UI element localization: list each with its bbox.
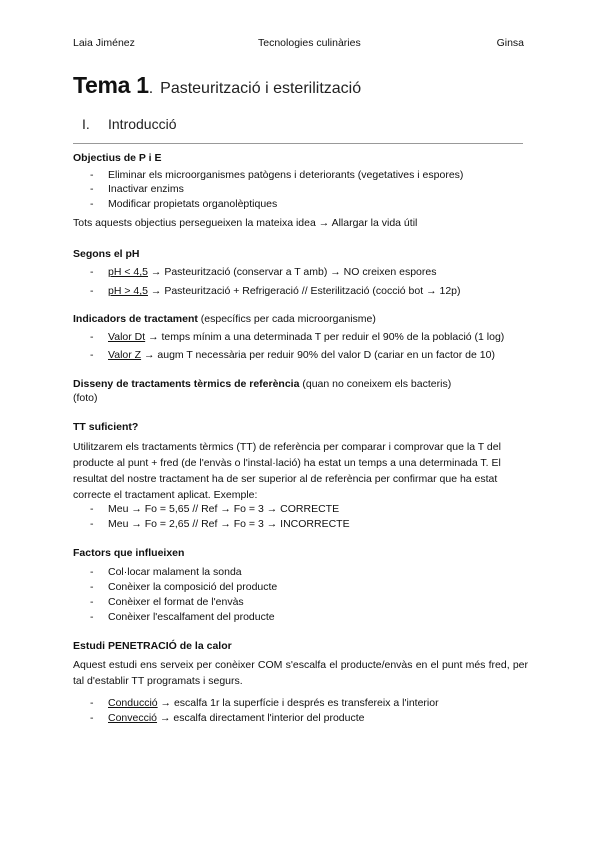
header-author: Laia Jiménez xyxy=(73,37,135,49)
ph-term: pH < 4,5 xyxy=(108,266,148,278)
dash: - xyxy=(90,169,94,181)
dash: - xyxy=(90,183,94,195)
dash: - xyxy=(90,349,94,361)
objectius-item: - Eliminar els microorganismes patògens i deteriorants (vegetatives i espores) xyxy=(90,169,464,181)
page-title xyxy=(73,72,361,99)
indicadors-item: - Valor Z → augm T necessària per reduir 90% del valor D (cariar en un factor de 10) xyxy=(90,349,495,361)
dash: - xyxy=(90,266,94,278)
dash: - xyxy=(90,285,94,297)
dash: - xyxy=(90,697,94,709)
tt-item: - Meu → Fo = 5,65 // Ref → Fo = 3 → CORRECTE xyxy=(90,503,340,515)
title-main: Tema 1 xyxy=(73,72,149,98)
disseny-heading: Disseny de tractaments tèrmics de referència (quan no coneixem els bacteris) xyxy=(73,378,452,390)
penetracio-heading: Estudi PENETRACIÓ de la calor xyxy=(73,640,232,652)
indicador-term: Valor Z xyxy=(108,349,142,361)
factors-item: - Conèixer la composició del producte xyxy=(90,581,278,593)
dash: - xyxy=(90,518,94,530)
header-subject: Tecnologies culinàries xyxy=(258,37,361,49)
dash: - xyxy=(90,611,94,623)
indicadors-heading: Indicadors de tractament (específics per cada microorganisme) xyxy=(73,313,376,325)
ph-item: - pH < 4,5 → Pasteurització (conservar a T amb) → NO creixen espores xyxy=(90,266,437,278)
objectius-item: - Modificar propietats organolèptiques xyxy=(90,198,278,210)
factors-item: - Conèixer l'escalfament del producte xyxy=(90,611,275,623)
dash: - xyxy=(90,503,94,515)
indicadors-item: - Valor Dt → temps mínim a una determinada T per reduir el 90% de la població (1 log) xyxy=(90,331,505,343)
section-heading xyxy=(82,116,176,132)
dash: - xyxy=(90,712,94,724)
section-number: I. xyxy=(82,116,90,132)
penetracio-item: - Convecció → escalfa directament l'interior del producte xyxy=(90,712,365,724)
tt-paragraph: Utilitzarem els tractaments tèrmics (TT) de referència per comparar i comprovar que la T del producte al punt + fred (de l'envàs o l'instal·lació) ha estat un temps a una determinada T. El resultat del nostre tractament ha de ser superior al de referència per confirmar que ha estat correcte el tractament aplicat. Exemple: xyxy=(73,441,501,501)
dash: - xyxy=(90,581,94,593)
penetracio-term: Convecció xyxy=(108,712,158,724)
objectius-item: - Inactivar enzims xyxy=(90,183,184,195)
dash: - xyxy=(90,596,94,608)
ph-heading: Segons el pH xyxy=(73,248,140,260)
header-source: Ginsa xyxy=(496,37,524,49)
dash: - xyxy=(90,566,94,578)
factors-item: - Col·locar malament la sonda xyxy=(90,566,242,578)
indicador-term: Valor Dt xyxy=(108,331,146,343)
section-divider xyxy=(73,143,523,144)
penetracio-term: Conducció xyxy=(108,697,158,709)
objectius-summary: Tots aquests objectius persegueixen la mateixa idea → Allargar la vida útil xyxy=(73,217,418,229)
disseny-extra: (foto) xyxy=(73,392,98,404)
title-sub: Pasteurització i esterilització xyxy=(160,80,362,97)
penetracio-paragraph: Aquest estudi ens serveix per conèixer COM s'escalfa el producte/envàs en el punt més fred, per tal d'establir TT programats i segurs. xyxy=(73,659,528,687)
penetracio-item: - Conducció → escalfa 1r la superfície i després es transfereix a l'interior xyxy=(90,697,439,709)
factors-item: - Conèixer el format de l'envàs xyxy=(90,596,244,608)
objectius-heading: Objectius de P i E xyxy=(73,152,162,164)
section-label: Introducció xyxy=(108,116,177,132)
title-separator: . xyxy=(148,80,154,97)
ph-item: - pH > 4,5 → Pasteurització + Refrigeració // Esterilització (cocció bot → 12p) xyxy=(90,285,461,297)
tt-heading: TT suficient? xyxy=(73,421,139,433)
dash: - xyxy=(90,198,94,210)
ph-term: pH > 4,5 xyxy=(108,285,148,297)
factors-heading: Factors que influeixen xyxy=(73,547,185,559)
dash: - xyxy=(90,331,94,343)
tt-item: - Meu → Fo = 2,65 // Ref → Fo = 3 → INCORRECTE xyxy=(90,518,350,530)
